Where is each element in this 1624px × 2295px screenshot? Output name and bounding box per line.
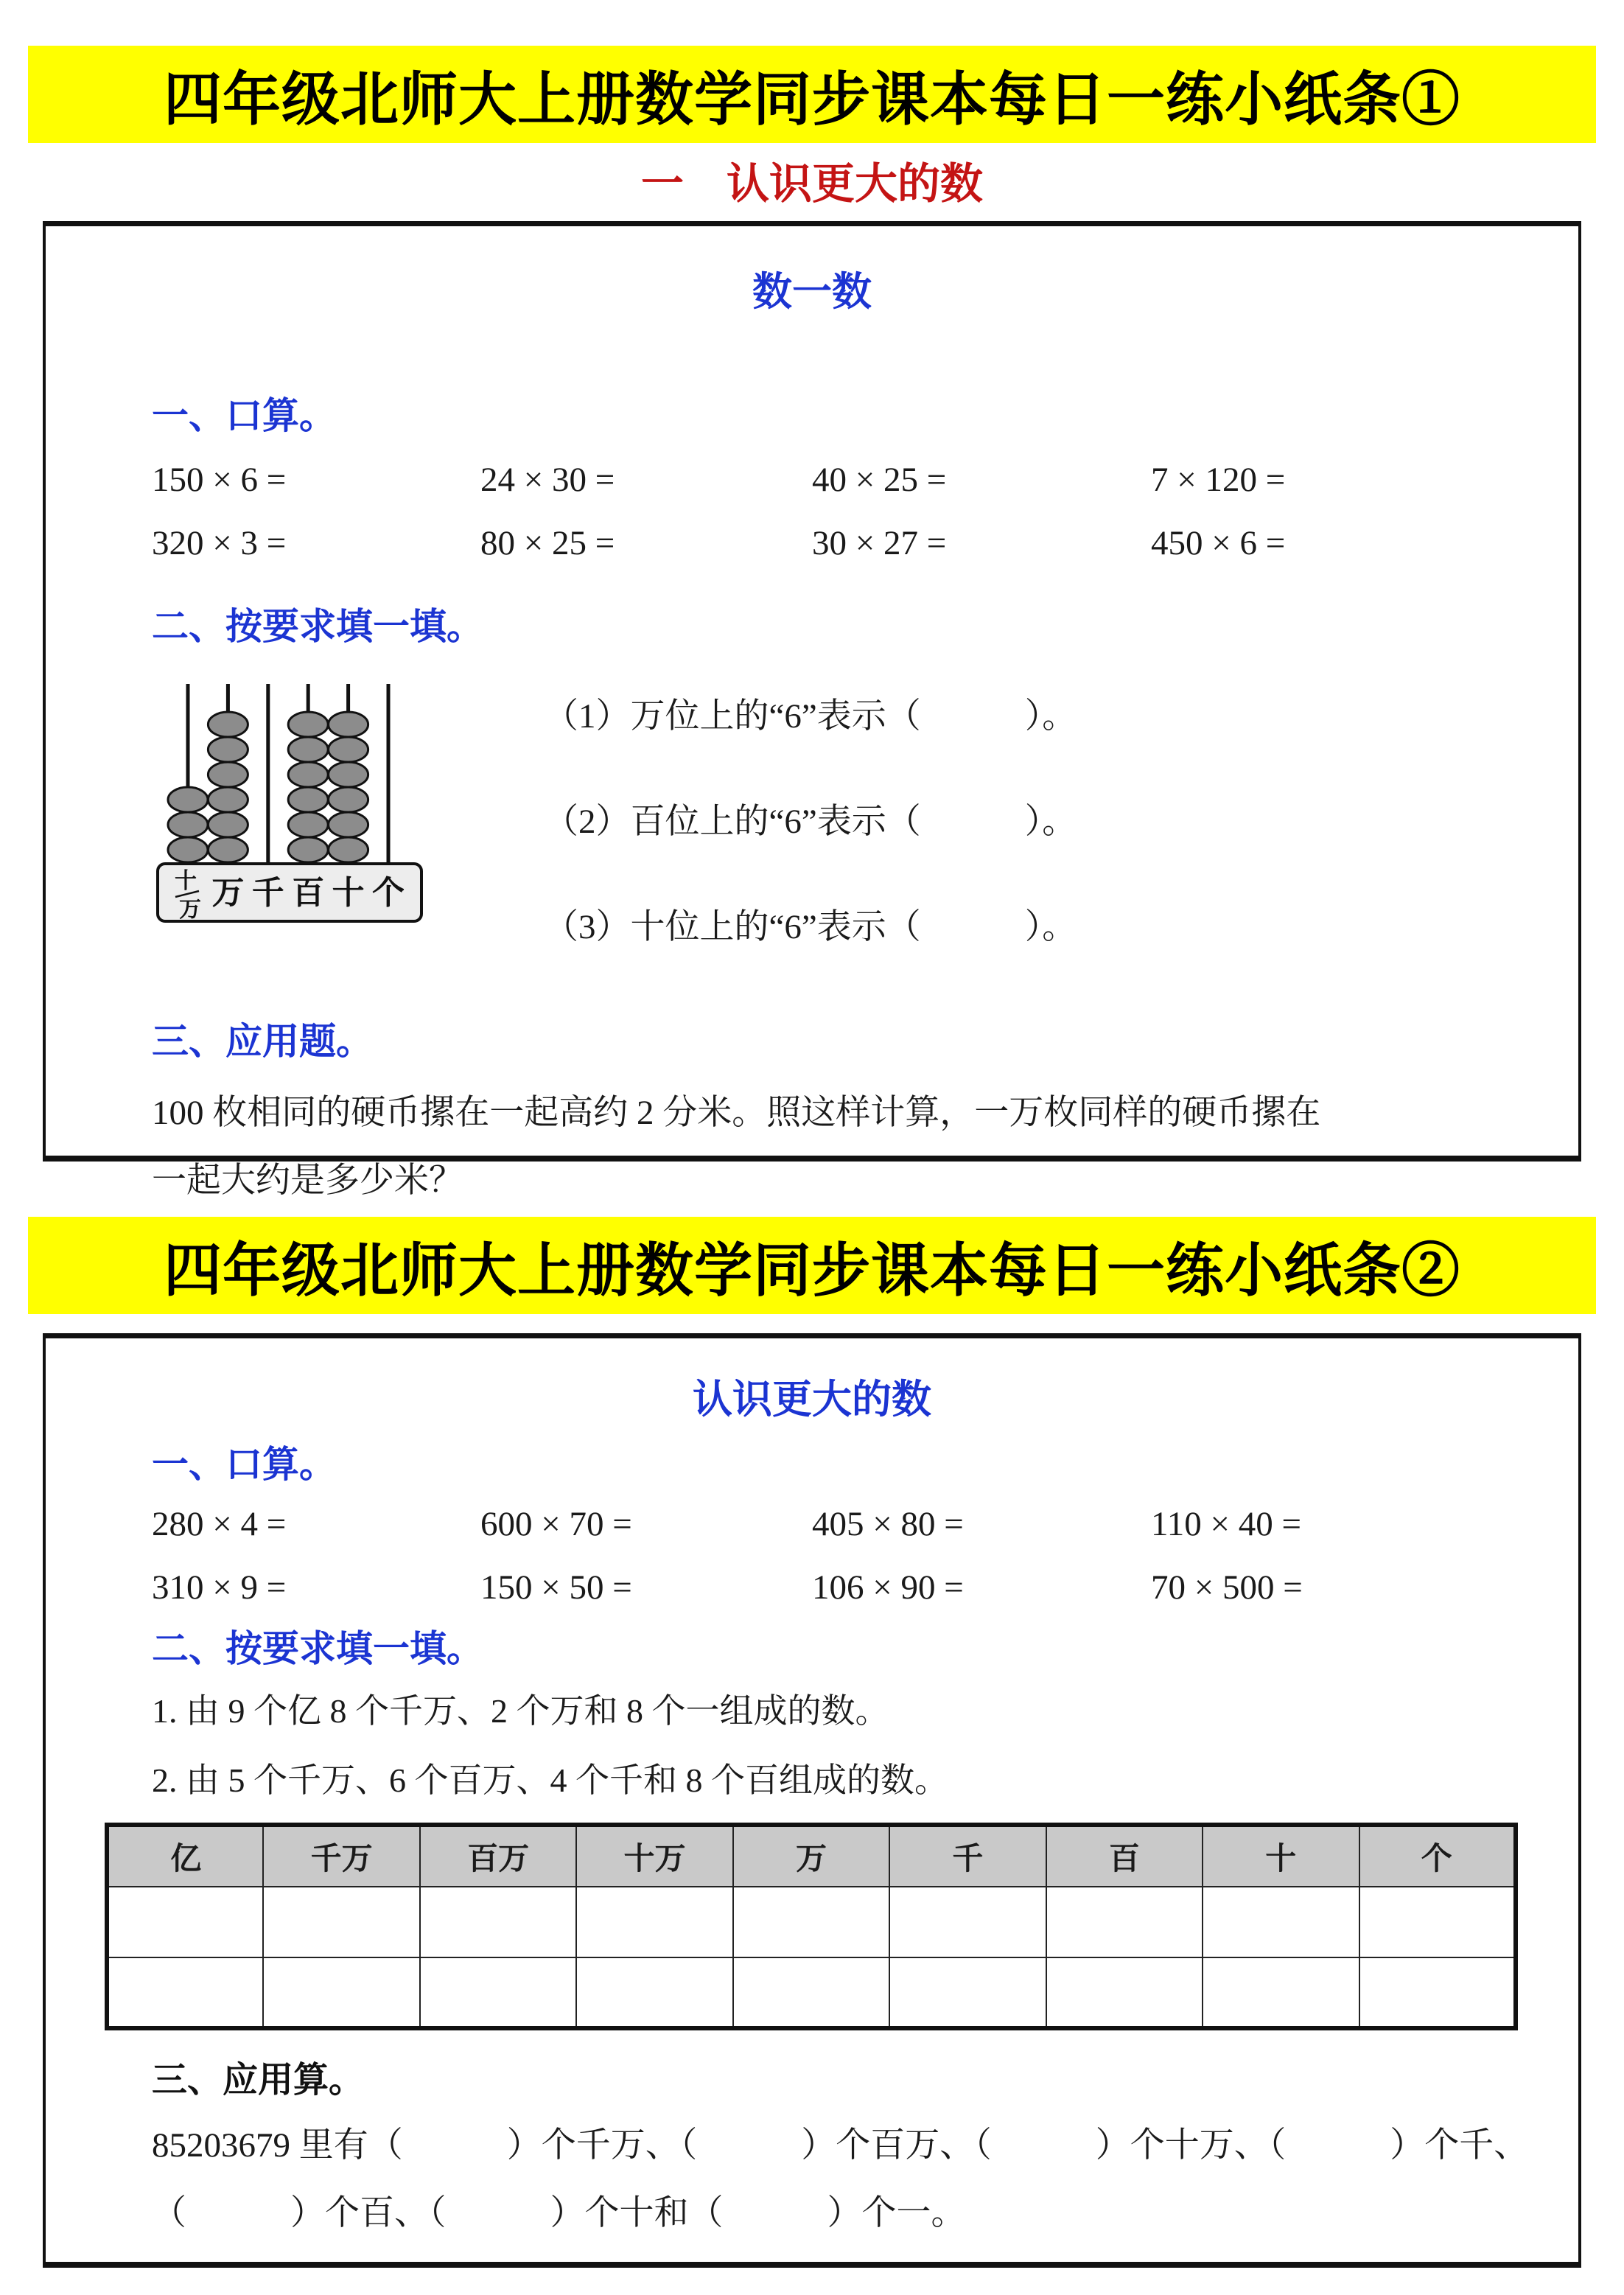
abacus-question: （2）百位上的“6”表示（ ）。	[544, 803, 1077, 841]
worksheet-2	[0, 1217, 1624, 2268]
digit-count-problem	[90, 2112, 1534, 2247]
compose-number-items	[90, 1684, 1534, 1802]
place-value-header: 十万	[576, 1825, 732, 1887]
word-problem-line: 100 枚相同的硬币摞在一起高约 2 分米。照这样计算，一万枚同样的硬币摞在	[152, 1094, 1321, 1132]
math-problem: 110 × 40 =	[1151, 1505, 1302, 1543]
math-problem: 30 × 27 =	[812, 524, 947, 562]
digit-count-line: （ ）个百、（ ）个十和（ ）个一。	[152, 2193, 966, 2232]
oral-math-problems	[90, 460, 1534, 563]
abacus-question-row	[90, 678, 1534, 1005]
word-problem	[90, 1080, 1534, 1215]
place-value-header-row	[107, 1825, 1516, 1887]
svg-text:万: 万	[211, 875, 245, 911]
math-problem: 7 × 120 =	[1151, 461, 1286, 499]
math-problem: 106 × 90 =	[812, 1568, 964, 1607]
math-problem: 310 × 9 =	[152, 1568, 287, 1607]
place-value-header: 个	[1359, 1825, 1516, 1887]
svg-text:百: 百	[292, 875, 325, 911]
part2-heading: 二、按要求填一填。	[152, 606, 483, 647]
math-problem: 80 × 25 =	[480, 524, 615, 562]
worksheet-1-banner-title: 四年级北师大上册数学同步课本每日一练小纸条①	[164, 66, 1460, 132]
math-problem: 150 × 50 =	[480, 1568, 632, 1607]
place-value-empty-row	[107, 1957, 1516, 2028]
sheet-title: 认识更大的数	[693, 1377, 931, 1422]
math-problem: 280 × 4 =	[152, 1505, 287, 1543]
part3-heading: 三、应用题。	[152, 1021, 373, 1062]
math-problem: 320 × 3 =	[152, 524, 287, 562]
place-value-header: 千	[889, 1825, 1046, 1887]
place-value-header: 亿	[107, 1825, 263, 1887]
math-problem: 450 × 6 =	[1151, 524, 1286, 562]
part1-heading: 一、口算。	[152, 1444, 336, 1485]
part3-heading: 三、应用算。	[152, 2061, 365, 2100]
abacus-figure-wrap	[146, 678, 433, 1005]
place-value-header: 千万	[263, 1825, 419, 1887]
math-problem: 40 × 25 =	[812, 461, 947, 499]
abacus-question: （1）万位上的“6”表示（ ）。	[544, 697, 1077, 736]
abacus-questions	[544, 678, 1077, 1005]
place-value-header: 万	[733, 1825, 889, 1887]
math-problem: 70 × 500 =	[1151, 1568, 1303, 1607]
svg-text:万: 万	[179, 898, 201, 922]
worksheet-1-banner	[28, 46, 1596, 143]
math-problem: 405 × 80 =	[812, 1505, 964, 1543]
worksheet-2-box	[43, 1333, 1581, 2268]
compose-number-item: 1. 由 9 个亿 8 个千万、2 个万和 8 个一组成的数。	[152, 1692, 889, 1730]
abacus-question: （3）十位上的“6”表示（ ）。	[544, 908, 1077, 946]
abacus-figure	[146, 678, 433, 925]
oral-math-problems	[90, 1504, 1534, 1607]
worksheet-1	[0, 46, 1624, 1200]
svg-text:十: 十	[332, 875, 365, 911]
place-value-header: 百	[1046, 1825, 1203, 1887]
place-value-header: 百万	[420, 1825, 576, 1887]
worksheet-2-banner	[28, 1217, 1596, 1314]
svg-text:千: 千	[251, 875, 284, 911]
math-problem: 150 × 6 =	[152, 461, 287, 499]
svg-text:十: 十	[175, 869, 197, 893]
worksheet-2-banner-title: 四年级北师大上册数学同步课本每日一练小纸条②	[164, 1237, 1460, 1303]
math-problem: 600 × 70 =	[480, 1505, 632, 1543]
place-value-table	[105, 1823, 1518, 2030]
compose-number-item: 2. 由 5 个千万、6 个百万、4 个千和 8 个百组成的数。	[152, 1761, 948, 1799]
digit-count-line: 85203679 里有（ ）个千万、（ ）个百万、（ ）个十万、（ ）个千、	[152, 2126, 1529, 2165]
sheet-title: 数一数	[752, 270, 872, 314]
part1-heading: 一、口算。	[152, 395, 336, 436]
part2-heading: 二、按要求填一填。	[152, 1628, 483, 1669]
svg-text:个: 个	[372, 875, 405, 911]
place-value-header: 十	[1203, 1825, 1359, 1887]
worksheet-1-subtitle: 一 认识更大的数	[640, 160, 983, 208]
worksheet-1-box	[43, 221, 1581, 1200]
word-problem-line: 一起大约是多少米？	[152, 1161, 463, 1200]
math-problem: 24 × 30 =	[480, 461, 615, 499]
place-value-empty-row	[107, 1887, 1516, 1957]
